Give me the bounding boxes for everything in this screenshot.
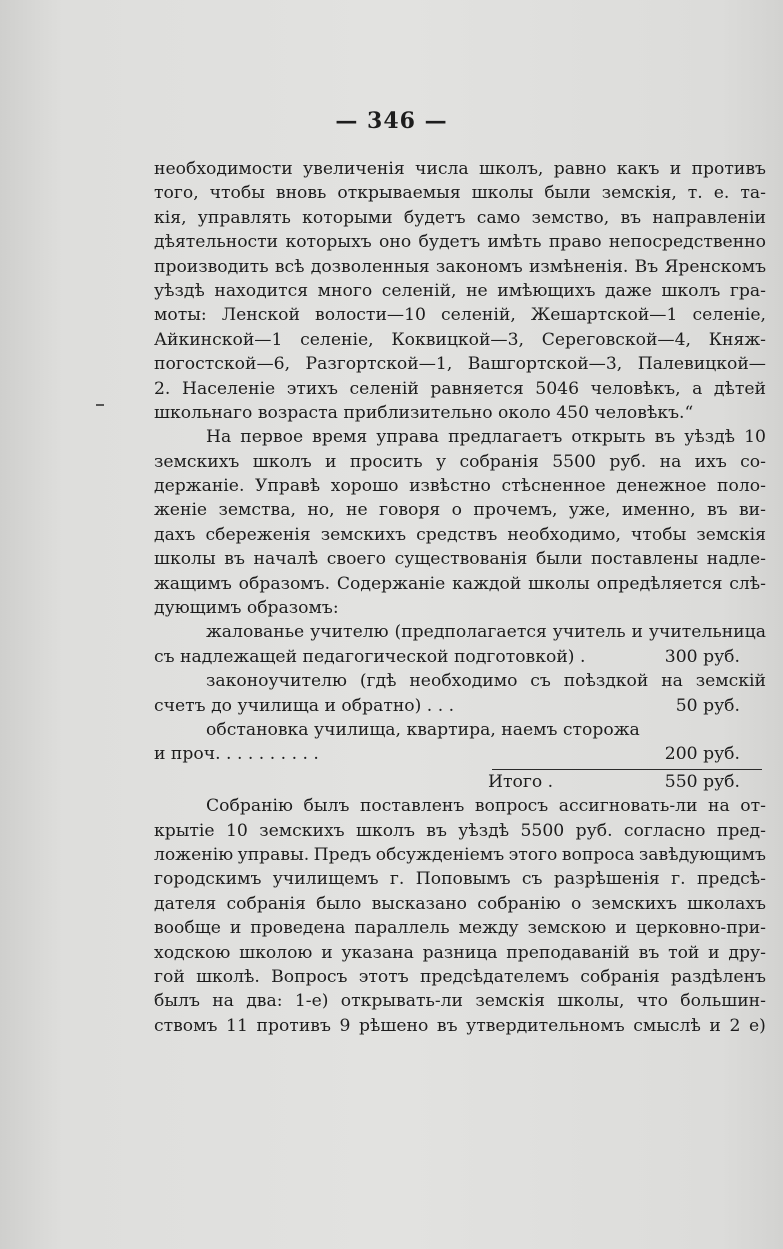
text-line: земскихъ школъ и просить у собранія 5500 руб. на ихъ со- (154, 451, 766, 472)
expense-item-desc: и проч. . . . . . . . . . (154, 744, 319, 765)
text-line: женіе земства, но, не говоря о прочемъ, уже, именно, въ ви- (154, 500, 766, 521)
total-value: 550 руб. (664, 771, 740, 792)
page-number: — 346 — (335, 108, 448, 134)
text-line: крытіе 10 земскихъ школъ въ уѣздѣ 5500 руб. согласно пред- (154, 820, 766, 841)
text-line: уѣздѣ находится много селеній, не имѣющихъ даже школъ гра- (154, 280, 766, 301)
text-line: держаніе. Управѣ хорошо извѣстно стѣсненное денежное поло- (154, 476, 766, 497)
total-row (154, 770, 766, 794)
text-line: дахъ сбереженія земскихъ средствъ необходимо, чтобы земскія (154, 524, 766, 545)
text-line: того, чтобы вновь открываемыя школы были земскія, т. е. та- (154, 183, 766, 204)
expense-item-desc: законоучителю (гдѣ необходимо съ поѣздкой на земскій (206, 671, 766, 692)
expense-item-value: 50 руб. (675, 695, 740, 716)
text-line: погостской—6, Разгортской—1, Вашгортской—3, Палевицкой— (154, 354, 766, 375)
expense-table (154, 620, 766, 794)
expense-item-desc: счетъ до училища и обратно) . . . (154, 695, 455, 716)
text-line: производить всѣ дозволенныя закономъ измѣненія. Въ Яренскомъ (154, 256, 766, 277)
paragraph-3 (154, 794, 766, 1038)
text-line: вообще и проведена параллель между земскою и церковно-при- (154, 918, 766, 939)
expense-item-row (154, 694, 766, 718)
text-line: дѣятельности которыхъ оно будетъ имѣть право непосредственно (154, 232, 766, 253)
text-line: ствомъ 11 противъ 9 рѣшено въ утвердительномъ смыслѣ и 2 е) (154, 1015, 766, 1036)
paragraph-2 (154, 425, 766, 620)
expense-item-desc: жалованье учителю (предполагается учитель и учительница (206, 622, 766, 643)
text-line: необходимости увеличенія числа школъ, равно какъ и противъ (154, 159, 766, 179)
text-line: школы въ началѣ своего существованія были поставлены надле- (154, 549, 766, 570)
text-line: кія, управлять которыми будетъ само земство, въ направленіи (154, 207, 766, 228)
total-label: Итого . (488, 771, 554, 792)
text-line: дующимъ образомъ: (154, 598, 339, 619)
expense-item-value: 300 руб. (664, 646, 740, 667)
text-line: школьнаго возраста приблизительно около 450 человѣкъ.“ (154, 402, 694, 423)
margin-mark (96, 404, 104, 406)
text-line: дателя собранія было высказано собранію о земскихъ школахъ (154, 893, 766, 914)
expense-item-desc: обстановка училища, квартира, наемъ сторожа (206, 719, 640, 740)
expense-item-value: 200 руб. (664, 744, 740, 765)
text-line: гой школѣ. Вопросъ этотъ предсѣдателемъ собранія раздѣленъ (154, 966, 766, 987)
text-line: моты: Ленской волости—10 селеній, Жешартской—1 селеніе, (154, 305, 766, 326)
paragraph-1 (154, 157, 766, 425)
text-line: жащимъ образомъ. Содержаніе каждой школы опредѣляется слѣ- (154, 573, 766, 594)
text-line: Айкинской—1 селеніе, Коквицкой—3, Сереговской—4, Княж- (154, 329, 766, 350)
text-line: ходскою школою и указана разница преподаваній въ той и дру- (154, 942, 766, 963)
expense-item-row (154, 645, 766, 669)
page-body (154, 157, 766, 1038)
text-line: городскимъ училищемъ г. Поповымъ съ разрѣшенія г. предсѣ- (154, 869, 766, 890)
expense-item-desc: съ надлежащей педагогической подготовкой) . (154, 646, 586, 667)
text-line: былъ на два: 1-е) открывать-ли земскія школы, что большин- (154, 991, 766, 1012)
text-line: Собранію былъ поставленъ вопросъ ассигновать-ли на от- (206, 796, 766, 817)
text-line: 2. Населеніе этихъ селеній равняется 5046 человѣкъ, а дѣтей (154, 378, 766, 399)
expense-item-row (154, 742, 766, 766)
text-line: На первое время управа предлагаетъ открыть въ уѣздѣ 10 (206, 427, 766, 448)
text-line: ложенію управы. Предъ обсужденіемъ этого вопроса завѣдующимъ (154, 844, 766, 865)
